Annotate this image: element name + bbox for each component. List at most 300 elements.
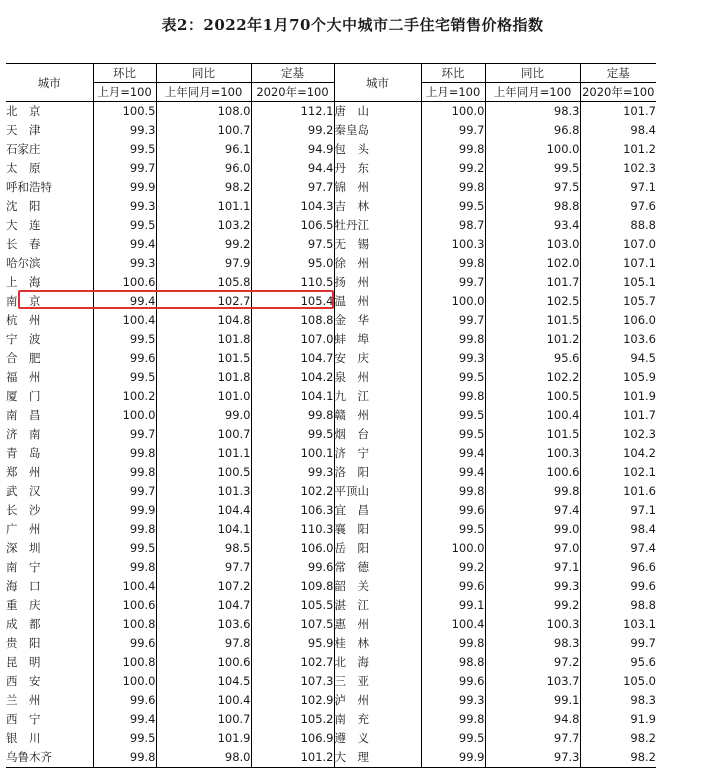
right-yoy-cell: 100.3 <box>485 444 580 463</box>
right-fixed-cell: 91.9 <box>580 710 656 729</box>
table-row <box>6 311 656 330</box>
left-yoy-cell: 101.1 <box>156 444 251 463</box>
right-mom-cell: 99.8 <box>421 254 485 273</box>
left-fixed-cell: 99.5 <box>251 425 334 444</box>
table-row <box>6 539 656 558</box>
right-city-cell: 宜 昌 <box>334 501 421 520</box>
table-row <box>6 349 656 368</box>
right-city-cell: 襄 阳 <box>334 520 421 539</box>
right-yoy-cell: 97.1 <box>485 558 580 577</box>
left-city-cell: 南 宁 <box>6 560 41 574</box>
left-city-cell: 郑 州 <box>6 465 41 479</box>
right-city-cell: 韶 关 <box>334 577 421 596</box>
left-mom-cell: 99.4 <box>93 235 156 254</box>
right-city-cell: 扬 州 <box>334 273 421 292</box>
right-mom-cell: 99.8 <box>421 178 485 197</box>
table-row <box>6 387 656 406</box>
left-city-cell: 西 安 <box>6 674 41 688</box>
right-fixed-cell: 105.0 <box>580 672 656 691</box>
right-yoy-cell: 100.4 <box>485 406 580 425</box>
left-city-cell: 宁 波 <box>6 332 41 346</box>
right-mom-cell: 99.5 <box>421 406 485 425</box>
left-fixed-cell: 99.6 <box>251 558 334 577</box>
table-row <box>6 729 656 748</box>
left-city-cell: 海 口 <box>6 579 41 593</box>
left-mom-cell: 99.5 <box>93 539 156 558</box>
right-fixed-cell: 98.4 <box>580 520 656 539</box>
right-fixed-cell: 101.9 <box>580 387 656 406</box>
left-yoy-cell: 100.5 <box>156 463 251 482</box>
right-mom-cell: 99.8 <box>421 634 485 653</box>
left-mom-cell: 100.2 <box>93 387 156 406</box>
right-yoy-cell: 95.6 <box>485 349 580 368</box>
table-row <box>6 254 656 273</box>
right-fixed-cell: 97.1 <box>580 501 656 520</box>
right-fixed-cell: 94.5 <box>580 349 656 368</box>
header-fixed-base-right: 2020年=100 <box>580 83 656 102</box>
right-mom-cell: 99.5 <box>421 368 485 387</box>
right-city-cell: 蚌 埠 <box>334 330 421 349</box>
left-mom-cell: 99.3 <box>93 197 156 216</box>
header-row-bottom <box>6 83 656 102</box>
left-mom-cell: 100.4 <box>93 577 156 596</box>
right-yoy-cell: 99.1 <box>485 691 580 710</box>
right-city-cell: 唐 山 <box>334 102 421 122</box>
right-yoy-cell: 99.5 <box>485 159 580 178</box>
right-mom-cell: 99.2 <box>421 159 485 178</box>
right-yoy-cell: 97.2 <box>485 653 580 672</box>
left-city-cell: 南 昌 <box>6 408 41 422</box>
table-row <box>6 748 656 768</box>
header-mom-base-right: 上月=100 <box>421 83 485 102</box>
right-fixed-cell: 95.6 <box>580 653 656 672</box>
table-row <box>6 159 656 178</box>
left-city-cell: 乌鲁木齐 <box>6 748 93 768</box>
left-fixed-cell: 100.1 <box>251 444 334 463</box>
left-city-cell: 深 圳 <box>6 541 41 555</box>
left-yoy-cell: 97.9 <box>156 254 251 273</box>
left-fixed-cell: 105.4 <box>251 292 334 311</box>
left-mom-cell: 99.8 <box>93 748 156 768</box>
right-mom-cell: 99.9 <box>421 748 485 768</box>
left-fixed-cell: 106.0 <box>251 539 334 558</box>
left-mom-cell: 99.5 <box>93 368 156 387</box>
highlight-box-nanjing <box>18 290 334 309</box>
left-fixed-cell: 102.7 <box>251 653 334 672</box>
right-city-cell: 三 亚 <box>334 672 421 691</box>
right-city-cell: 牡丹江 <box>334 216 421 235</box>
right-city-cell: 九 江 <box>334 387 421 406</box>
left-city-cell: 哈尔滨 <box>6 256 41 270</box>
right-fixed-cell: 99.6 <box>580 577 656 596</box>
right-yoy-cell: 97.3 <box>485 748 580 768</box>
right-yoy-cell: 99.3 <box>485 577 580 596</box>
right-city-cell: 吉 林 <box>334 197 421 216</box>
right-yoy-cell: 99.2 <box>485 596 580 615</box>
left-city-cell: 昆 明 <box>6 655 41 669</box>
left-mom-cell: 99.7 <box>93 425 156 444</box>
table-title: 表2：2022年1月70个大中城市二手住宅销售价格指数 <box>161 16 544 34</box>
left-city-cell: 石家庄 <box>6 142 41 156</box>
left-yoy-cell: 100.6 <box>156 653 251 672</box>
right-yoy-cell: 101.5 <box>485 425 580 444</box>
table-row <box>6 615 656 634</box>
left-city-cell: 广 州 <box>6 522 41 536</box>
right-mom-cell: 99.4 <box>421 463 485 482</box>
left-city-cell: 长 沙 <box>6 503 41 517</box>
left-fixed-cell: 101.2 <box>251 748 334 768</box>
left-city-cell: 济 南 <box>6 427 41 441</box>
left-mom-cell: 99.3 <box>93 254 156 273</box>
left-mom-cell: 99.8 <box>93 558 156 577</box>
left-mom-cell: 99.9 <box>93 501 156 520</box>
right-yoy-cell: 98.3 <box>485 102 580 122</box>
left-city-cell: 西 宁 <box>6 712 41 726</box>
right-fixed-cell: 102.3 <box>580 159 656 178</box>
table-row <box>6 672 656 691</box>
right-fixed-cell: 102.3 <box>580 425 656 444</box>
left-yoy-cell: 97.7 <box>156 558 251 577</box>
header-fixed-left: 定基 <box>251 64 334 83</box>
table-row <box>6 463 656 482</box>
right-fixed-cell: 98.3 <box>580 691 656 710</box>
left-mom-cell: 99.5 <box>93 330 156 349</box>
right-fixed-cell: 105.9 <box>580 368 656 387</box>
table-row <box>6 102 656 122</box>
left-city-cell: 天 津 <box>6 123 41 137</box>
left-fixed-cell: 94.9 <box>251 140 334 159</box>
left-yoy-cell: 100.7 <box>156 425 251 444</box>
right-mom-cell: 99.5 <box>421 729 485 748</box>
right-yoy-cell: 100.0 <box>485 140 580 159</box>
right-city-cell: 湛 江 <box>334 596 421 615</box>
left-mom-cell: 100.8 <box>93 615 156 634</box>
right-mom-cell: 99.8 <box>421 387 485 406</box>
left-mom-cell: 100.8 <box>93 653 156 672</box>
left-city-cell: 银 川 <box>6 731 41 745</box>
right-city-cell: 金 华 <box>334 311 421 330</box>
left-yoy-cell: 98.0 <box>156 748 251 768</box>
left-fixed-cell: 107.0 <box>251 330 334 349</box>
table-row <box>6 140 656 159</box>
right-city-cell: 泉 州 <box>334 368 421 387</box>
left-city-cell: 重 庆 <box>6 598 41 612</box>
header-city-left: 城市 <box>6 64 93 102</box>
right-mom-cell: 99.4 <box>421 444 485 463</box>
right-mom-cell: 99.6 <box>421 501 485 520</box>
left-city-cell: 沈 阳 <box>6 199 41 213</box>
right-yoy-cell: 100.3 <box>485 615 580 634</box>
left-yoy-cell: 104.1 <box>156 520 251 539</box>
right-city-cell: 无 锡 <box>334 235 421 254</box>
table-row <box>6 444 656 463</box>
right-fixed-cell: 103.6 <box>580 330 656 349</box>
left-fixed-cell: 99.8 <box>251 406 334 425</box>
left-mom-cell: 99.8 <box>93 520 156 539</box>
header-mom-right: 环比 <box>421 64 485 83</box>
left-city-cell: 呼和浩特 <box>6 180 52 194</box>
right-yoy-cell: 97.7 <box>485 729 580 748</box>
left-mom-cell: 100.6 <box>93 596 156 615</box>
right-fixed-cell: 97.6 <box>580 197 656 216</box>
table-row <box>6 710 656 729</box>
left-fixed-cell: 106.3 <box>251 501 334 520</box>
right-fixed-cell: 98.2 <box>580 729 656 748</box>
right-yoy-cell: 98.3 <box>485 634 580 653</box>
right-fixed-cell: 105.7 <box>580 292 656 311</box>
header-yoy-right: 同比 <box>485 64 580 83</box>
left-yoy-cell: 100.7 <box>156 121 251 140</box>
left-fixed-cell: 99.2 <box>251 121 334 140</box>
table-row <box>6 121 656 140</box>
table-row <box>6 235 656 254</box>
right-city-cell: 南 充 <box>334 710 421 729</box>
right-yoy-cell: 96.8 <box>485 121 580 140</box>
right-city-cell: 烟 台 <box>334 425 421 444</box>
right-fixed-cell: 101.6 <box>580 482 656 501</box>
right-city-cell: 锦 州 <box>334 178 421 197</box>
left-mom-cell: 99.8 <box>93 463 156 482</box>
right-mom-cell: 99.6 <box>421 577 485 596</box>
left-yoy-cell: 104.8 <box>156 311 251 330</box>
left-yoy-cell: 107.2 <box>156 577 251 596</box>
right-yoy-cell: 102.2 <box>485 368 580 387</box>
left-mom-cell: 99.4 <box>93 710 156 729</box>
right-fixed-cell: 98.8 <box>580 596 656 615</box>
left-city-cell: 杭 州 <box>6 313 41 327</box>
right-yoy-cell: 97.0 <box>485 539 580 558</box>
table-row <box>6 558 656 577</box>
left-city-cell: 成 都 <box>6 617 41 631</box>
table-row <box>6 691 656 710</box>
left-yoy-cell: 101.9 <box>156 729 251 748</box>
right-mom-cell: 98.7 <box>421 216 485 235</box>
right-fixed-cell: 101.7 <box>580 406 656 425</box>
table-row <box>6 577 656 596</box>
left-city-cell: 青 岛 <box>6 446 41 460</box>
right-city-cell: 遵 义 <box>334 729 421 748</box>
left-fixed-cell: 105.5 <box>251 596 334 615</box>
left-fixed-cell: 106.5 <box>251 216 334 235</box>
right-yoy-cell: 102.5 <box>485 292 580 311</box>
header-fixed-base-left: 2020年=100 <box>251 83 334 102</box>
right-fixed-cell: 97.1 <box>580 178 656 197</box>
right-mom-cell: 100.4 <box>421 615 485 634</box>
header-yoy-left: 同比 <box>156 64 251 83</box>
right-yoy-cell: 98.8 <box>485 197 580 216</box>
header-mom-base-left: 上月=100 <box>93 83 156 102</box>
left-yoy-cell: 103.2 <box>156 216 251 235</box>
left-fixed-cell: 104.2 <box>251 368 334 387</box>
left-fixed-cell: 102.2 <box>251 482 334 501</box>
right-mom-cell: 99.8 <box>421 140 485 159</box>
left-mom-cell: 100.6 <box>93 273 156 292</box>
left-yoy-cell: 102.7 <box>156 292 251 311</box>
left-yoy-cell: 96.1 <box>156 140 251 159</box>
left-yoy-cell: 103.6 <box>156 615 251 634</box>
right-mom-cell: 99.8 <box>421 330 485 349</box>
right-fixed-cell: 107.1 <box>580 254 656 273</box>
left-yoy-cell: 98.2 <box>156 178 251 197</box>
right-yoy-cell: 102.0 <box>485 254 580 273</box>
left-yoy-cell: 104.7 <box>156 596 251 615</box>
left-city-cell: 合 肥 <box>6 351 41 365</box>
table-row <box>6 216 656 235</box>
left-yoy-cell: 96.0 <box>156 159 251 178</box>
right-city-cell: 桂 林 <box>334 634 421 653</box>
right-fixed-cell: 105.1 <box>580 273 656 292</box>
price-index-table <box>6 63 656 768</box>
table-row <box>6 501 656 520</box>
left-yoy-cell: 108.0 <box>156 102 251 122</box>
header-row-top <box>6 64 656 83</box>
left-yoy-cell: 105.8 <box>156 273 251 292</box>
right-mom-cell: 100.3 <box>421 235 485 254</box>
right-yoy-cell: 103.7 <box>485 672 580 691</box>
right-fixed-cell: 97.4 <box>580 539 656 558</box>
left-city-cell: 上 海 <box>6 275 41 289</box>
header-yoy-base-right: 上年同月=100 <box>485 83 580 102</box>
left-fixed-cell: 97.5 <box>251 235 334 254</box>
right-city-cell: 惠 州 <box>334 615 421 634</box>
left-fixed-cell: 107.3 <box>251 672 334 691</box>
table-row <box>6 330 656 349</box>
left-mom-cell: 99.6 <box>93 349 156 368</box>
left-mom-cell: 99.5 <box>93 140 156 159</box>
right-mom-cell: 99.5 <box>421 520 485 539</box>
left-mom-cell: 100.5 <box>93 102 156 122</box>
left-fixed-cell: 95.0 <box>251 254 334 273</box>
table-row <box>6 596 656 615</box>
right-city-cell: 平顶山 <box>334 482 421 501</box>
left-mom-cell: 99.7 <box>93 482 156 501</box>
left-fixed-cell: 112.1 <box>251 102 334 122</box>
right-city-cell: 常 德 <box>334 558 421 577</box>
table-row <box>6 634 656 653</box>
right-mom-cell: 99.5 <box>421 425 485 444</box>
left-yoy-cell: 101.5 <box>156 349 251 368</box>
table-row <box>6 520 656 539</box>
right-mom-cell: 99.2 <box>421 558 485 577</box>
left-fixed-cell: 108.8 <box>251 311 334 330</box>
left-mom-cell: 99.6 <box>93 691 156 710</box>
left-yoy-cell: 99.0 <box>156 406 251 425</box>
right-fixed-cell: 99.7 <box>580 634 656 653</box>
left-yoy-cell: 100.7 <box>156 710 251 729</box>
left-mom-cell: 99.5 <box>93 729 156 748</box>
left-yoy-cell: 100.4 <box>156 691 251 710</box>
right-yoy-cell: 97.5 <box>485 178 580 197</box>
left-mom-cell: 99.7 <box>93 159 156 178</box>
table-body <box>6 102 656 768</box>
right-fixed-cell: 98.4 <box>580 121 656 140</box>
left-yoy-cell: 101.0 <box>156 387 251 406</box>
table-row <box>6 482 656 501</box>
header-mom-left: 环比 <box>93 64 156 83</box>
right-yoy-cell: 101.7 <box>485 273 580 292</box>
left-fixed-cell: 95.9 <box>251 634 334 653</box>
left-city-cell: 武 汉 <box>6 484 41 498</box>
left-yoy-cell: 99.2 <box>156 235 251 254</box>
right-fixed-cell: 106.0 <box>580 311 656 330</box>
left-fixed-cell: 94.4 <box>251 159 334 178</box>
left-mom-cell: 100.0 <box>93 672 156 691</box>
left-city-cell: 太 原 <box>6 161 41 175</box>
right-fixed-cell: 101.7 <box>580 102 656 122</box>
left-fixed-cell: 104.1 <box>251 387 334 406</box>
right-fixed-cell: 101.2 <box>580 140 656 159</box>
header-yoy-base-left: 上年同月=100 <box>156 83 251 102</box>
right-mom-cell: 100.0 <box>421 292 485 311</box>
right-mom-cell: 99.7 <box>421 311 485 330</box>
left-mom-cell: 100.0 <box>93 406 156 425</box>
right-mom-cell: 99.1 <box>421 596 485 615</box>
left-yoy-cell: 101.1 <box>156 197 251 216</box>
right-mom-cell: 99.8 <box>421 482 485 501</box>
right-fixed-cell: 107.0 <box>580 235 656 254</box>
right-mom-cell: 99.5 <box>421 197 485 216</box>
left-fixed-cell: 110.5 <box>251 273 334 292</box>
right-fixed-cell: 102.1 <box>580 463 656 482</box>
right-city-cell: 岳 阳 <box>334 539 421 558</box>
right-yoy-cell: 99.8 <box>485 482 580 501</box>
right-fixed-cell: 88.8 <box>580 216 656 235</box>
right-mom-cell: 99.8 <box>421 710 485 729</box>
right-fixed-cell: 103.1 <box>580 615 656 634</box>
right-yoy-cell: 93.4 <box>485 216 580 235</box>
left-fixed-cell: 105.2 <box>251 710 334 729</box>
right-yoy-cell: 100.5 <box>485 387 580 406</box>
left-mom-cell: 99.5 <box>93 216 156 235</box>
left-mom-cell: 99.6 <box>93 634 156 653</box>
left-city-cell: 厦 门 <box>6 389 41 403</box>
left-mom-cell: 99.3 <box>93 121 156 140</box>
right-yoy-cell: 99.0 <box>485 520 580 539</box>
right-mom-cell: 99.3 <box>421 349 485 368</box>
right-yoy-cell: 101.2 <box>485 330 580 349</box>
right-city-cell: 大 理 <box>334 748 421 768</box>
right-yoy-cell: 97.4 <box>485 501 580 520</box>
right-yoy-cell: 94.8 <box>485 710 580 729</box>
right-city-cell: 秦皇岛 <box>334 121 421 140</box>
left-city-cell: 长 春 <box>6 237 41 251</box>
left-mom-cell: 99.9 <box>93 178 156 197</box>
left-city-cell: 贵 阳 <box>6 636 41 650</box>
left-yoy-cell: 101.3 <box>156 482 251 501</box>
right-mom-cell: 99.3 <box>421 691 485 710</box>
left-city-cell: 兰 州 <box>6 693 41 707</box>
left-fixed-cell: 107.5 <box>251 615 334 634</box>
left-fixed-cell: 109.8 <box>251 577 334 596</box>
right-fixed-cell: 104.2 <box>580 444 656 463</box>
left-yoy-cell: 97.8 <box>156 634 251 653</box>
right-mom-cell: 100.0 <box>421 102 485 122</box>
right-city-cell: 北 海 <box>334 653 421 672</box>
right-city-cell: 丹 东 <box>334 159 421 178</box>
right-fixed-cell: 98.2 <box>580 748 656 768</box>
left-fixed-cell: 110.3 <box>251 520 334 539</box>
left-mom-cell: 99.4 <box>93 292 156 311</box>
left-city-cell: 北 京 <box>6 104 41 118</box>
right-mom-cell: 100.0 <box>421 539 485 558</box>
table-row <box>6 178 656 197</box>
left-yoy-cell: 101.8 <box>156 330 251 349</box>
left-fixed-cell: 97.7 <box>251 178 334 197</box>
right-city-cell: 安 庆 <box>334 349 421 368</box>
table-row <box>6 653 656 672</box>
left-fixed-cell: 104.3 <box>251 197 334 216</box>
left-city-cell: 福 州 <box>6 370 41 384</box>
